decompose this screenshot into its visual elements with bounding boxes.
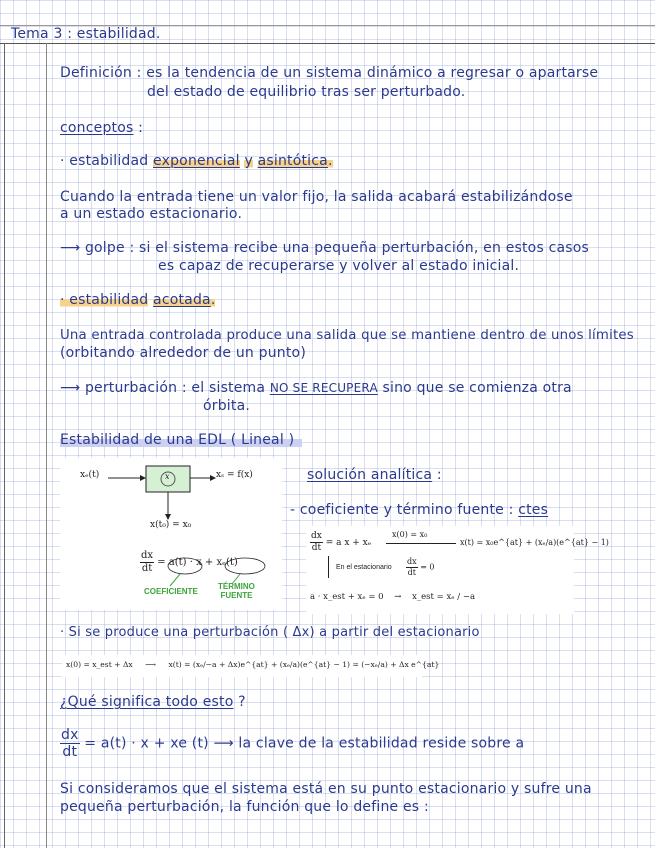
margin-inner-rule	[46, 43, 47, 848]
term-join: y	[244, 153, 253, 169]
conclusion-line-2: pequeña perturbación, la función que lo define es :	[60, 799, 429, 815]
clave-line	[60, 728, 524, 759]
coeficiente-line	[290, 503, 548, 518]
term-asintotica: asintótica	[257, 153, 328, 169]
significa-qmark: ?	[238, 694, 246, 710]
perturbacion-pre: : el sistema	[181, 380, 266, 396]
term-end: .	[327, 153, 333, 169]
solucion-colon: :	[436, 467, 442, 483]
term-acotada-end: .	[210, 292, 216, 308]
definition-label: Definición	[60, 65, 132, 81]
perturbacion-post: sino que se comienza otra	[382, 380, 572, 396]
sol-eq2-left: a · x_est + xₑ = 0	[310, 592, 384, 602]
ode-equation	[140, 551, 238, 574]
clave-fraction	[60, 728, 80, 759]
margin-left-rule	[4, 43, 5, 848]
term-acotada: acotada	[153, 292, 211, 308]
golpe-line-1	[60, 241, 589, 256]
pert-left: x(0) = x_est + Δx	[66, 660, 133, 669]
ode-rhs: = a(t) · x + xₑ(t)	[157, 557, 238, 568]
sol-eq2-arrow: →	[394, 592, 402, 602]
source-label-2: FUENTE	[220, 590, 253, 600]
coef-pointer	[170, 574, 180, 586]
perturbacion-estacionario: · Si se produce una perturbación ( Δx) a partir del estacionario	[60, 625, 480, 640]
sol-eq1-rhs: = a x + xₑ	[325, 538, 372, 548]
pert-arrow: ⟶	[145, 660, 157, 669]
arrow-icon: ⟶	[213, 735, 234, 752]
est-derivative	[406, 558, 418, 577]
no-se-recupera: NO SE RECUPERA	[269, 381, 378, 395]
golpe-line-2: es capaz de recuperarse y volver al estado inicial.	[158, 258, 520, 274]
entrada-line-2: (orbitando alrededor de un punto)	[60, 345, 306, 361]
sol-frac-den: dt	[311, 543, 322, 553]
conceptos-colon: :	[138, 120, 144, 136]
sol-derivative	[310, 532, 323, 553]
significa-heading	[60, 695, 246, 710]
term-exponencial: exponencial	[153, 153, 240, 169]
input-label: xₑ(t)	[80, 470, 100, 480]
solution-eq2	[310, 592, 475, 602]
header-bottom-rule	[0, 43, 655, 44]
clave-num: dx	[61, 727, 79, 743]
definition-text-1: : es la tendencia de un sistema dinámico a regresar o apartarse	[136, 65, 599, 81]
edl-heading: Estabilidad de una EDL ( Lineal )	[60, 433, 302, 448]
output-label: xₛ = f(x)	[216, 470, 253, 480]
input-arrowhead	[140, 475, 146, 481]
coeficiente-text: - coeficiente y término fuente :	[290, 502, 514, 518]
page-title: Tema 3 : estabilidad.	[11, 26, 161, 42]
bullet-estabilidad-1: · estabilidad	[60, 153, 149, 169]
estabilidad-acotada-line	[60, 293, 215, 308]
conceptos-heading	[60, 121, 143, 136]
estacionario-label: En el estacionario	[336, 564, 392, 571]
block-label: x	[165, 472, 170, 481]
clave-text: la clave de la estabilidad reside sobre a	[238, 735, 525, 752]
arrow-icon: ⟶	[60, 380, 81, 396]
estabilidad-exponencial-line	[60, 154, 333, 169]
cuando-line-1: Cuando la entrada tiene un valor fijo, la salida acabará estabilizándose	[60, 189, 573, 205]
clave-den: dt	[62, 744, 78, 760]
cuando-line-2: a un estado estacionario.	[60, 206, 243, 222]
significa-label: ¿Qué significa todo esto	[60, 694, 234, 710]
perturbation-formula	[66, 660, 439, 669]
entrada-line-1: Una entrada controlada produce una salida que se mantiene dentro de unos límites	[60, 328, 634, 343]
sol-eq1-solution: x(t) = x₀e^{at} + (xₑ/a)(e^{at} − 1)	[460, 538, 609, 547]
frac-den: dt	[141, 563, 153, 574]
sol-initial: x(0) = x₀	[392, 530, 428, 539]
conceptos-label: conceptos	[60, 120, 134, 136]
frac-num: dx	[141, 550, 154, 561]
definition-line-1	[60, 66, 598, 81]
golpe-text-1: : si el sistema recibe una pequeña perturbación, en estos casos	[129, 240, 590, 256]
perturbacion-label: perturbación	[84, 380, 178, 396]
conclusion-line-1: Si consideramos que el sistema está en su punto estacionario y sufre una	[60, 781, 592, 797]
derivative-fraction	[140, 551, 154, 574]
coef-label: COEFICIENTE	[144, 587, 198, 596]
golpe-label: golpe	[84, 240, 125, 256]
est-eq-rhs: = 0	[420, 562, 435, 572]
sol-down-line	[328, 556, 329, 578]
sol-arrow-line	[386, 543, 456, 544]
source-label-1: TÉRMINO	[218, 582, 255, 591]
est-frac-den: dt	[407, 568, 416, 577]
solucion-label: solución analítica	[307, 467, 433, 483]
sol-frac-num: dx	[311, 531, 322, 541]
estacionario-eq	[406, 558, 435, 577]
bullet-estabilidad-2: · estabilidad	[60, 292, 149, 308]
solution-eq1	[310, 532, 371, 553]
solucion-heading	[307, 468, 442, 483]
perturbacion-line-1	[60, 381, 572, 396]
sol-eq2-right: x_est = xₑ / −a	[412, 592, 476, 602]
definition-line-2: del estado de equilibrio tras ser perturbado.	[147, 84, 466, 100]
arrow-icon: ⟶	[60, 240, 81, 256]
source-label	[218, 583, 255, 601]
pert-right: x(t) = (xₑ/−a + Δx)e^{at} + (xₑ/a)(e^{at} − 1) = (−xₑ/a) + Δx e^{at}	[168, 660, 440, 669]
est-frac-num: dx	[407, 557, 417, 566]
initial-condition: x(t₀) = x₀	[150, 520, 192, 530]
block-diagram	[60, 458, 282, 610]
ctes-label: ctes	[518, 502, 549, 518]
perturbacion-line-2: órbita.	[203, 398, 251, 414]
solution-panel	[306, 526, 609, 614]
clave-rhs: = a(t) · x + xe (t)	[84, 735, 209, 752]
